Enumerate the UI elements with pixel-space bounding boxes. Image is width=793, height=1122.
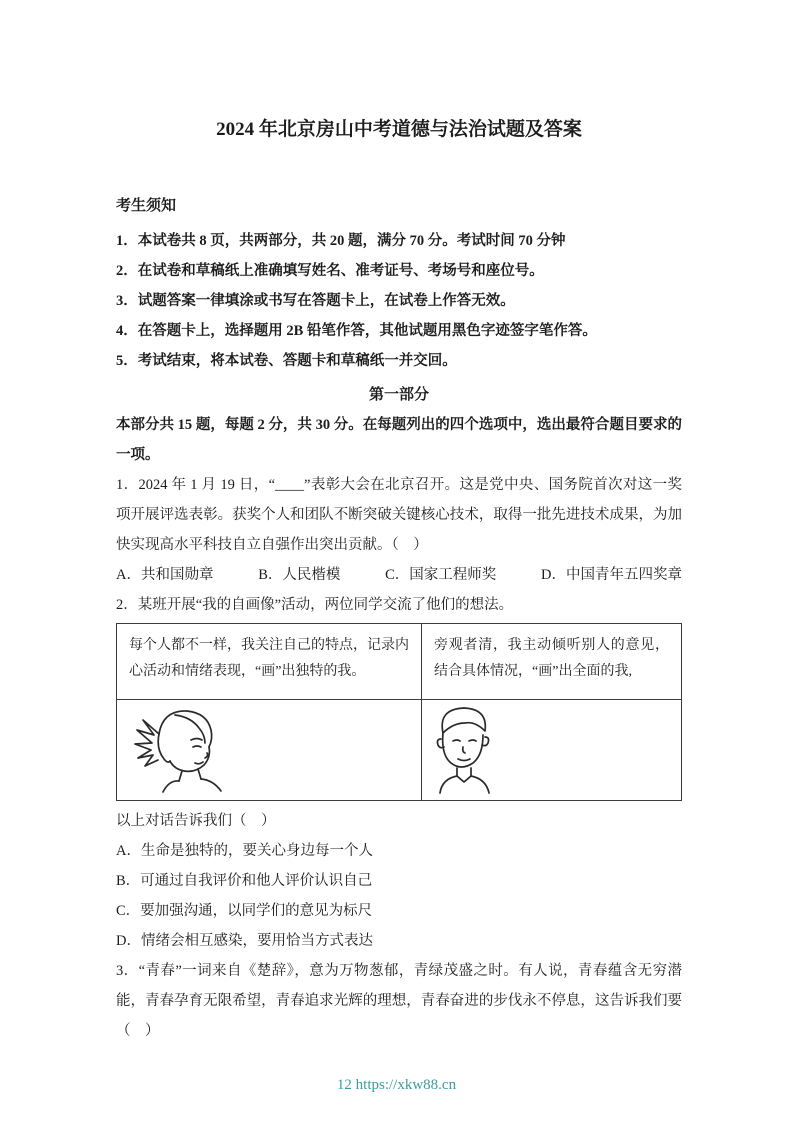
footer-link[interactable]: 12 https://xkw88.cn [336, 1077, 457, 1093]
girl-portrait-cell [117, 700, 421, 800]
q1-option-d: D．中国青年五四奖章 [540, 567, 682, 583]
q2-option-d: D．情绪会相互感染，要用恰当方式表达 [116, 933, 373, 949]
notice-item-3: 3．试题答案一律填涂或书写在答题卡上，在试卷上作答无效。 [116, 293, 515, 309]
q2-option-b: B．可通过自我评价和他人评价认识自己 [116, 873, 373, 889]
question-2-prompt: 以上对话告诉我们（ ） [116, 813, 276, 829]
dialog-right-text: 旁观者清，我主动倾听别人的意见，结合具体情况，“画”出全面的我, [434, 638, 669, 679]
page-title: 2024 年北京房山中考道德与法治试题及答案 [216, 119, 582, 140]
q1-option-a: A．共和国勋章 [116, 567, 214, 583]
q1-option-b: B．人民楷模 [258, 567, 341, 583]
girl-portrait-image [123, 702, 249, 794]
question-3-text: 3．“青春”一词来自《楚辞》，意为万物葱郁，青绿茂盛之时。有人说，青春蕴含无穷潜能，青春孕育无限希望，青春追求光辉的理想，青春奋进的步伐永不停息，这告诉我们要（ ） [116, 963, 682, 1039]
boy-portrait-image [428, 702, 500, 794]
dialog-left-text: 每个人都不一样，我关注自己的特点，记录内心活动和情绪表现，“画”出独特的我。 [129, 638, 410, 679]
notice-item-2: 2．在试卷和草稿纸上准确填写姓名、准考证号、考场号和座位号。 [116, 263, 544, 279]
q2-option-c: C．要加强沟通，以同学们的意见为标尺 [116, 903, 373, 919]
part-one-intro: 本部分共 15 题，每题 2 分，共 30 分。在每题列出的四个选项中，选出最符合题目要求的一项。 [116, 417, 682, 463]
page-footer [0, 1077, 793, 1094]
notice-heading: 考生须知 [116, 198, 177, 214]
part-one-heading: 第一部分 [368, 387, 429, 403]
q1-option-c: C．国家工程师奖 [385, 567, 497, 583]
notice-item-1: 1．本试卷共 8 页，共两部分，共 20 题，满分 70 分。考试时间 70 分钟 [116, 233, 566, 249]
question-1-options [116, 560, 682, 590]
question-2-text: 2．某班开展“我的自画像”活动，两位同学交流了他们的想法。 [116, 597, 514, 613]
document-content [116, 116, 682, 1046]
q2-option-a: A．生命是独特的，要关心身边每一个人 [116, 843, 373, 859]
notice-item-4: 4．在答题卡上，选择题用 2B 铅笔作答，其他试题用黑色字迹签字笔作答。 [116, 323, 597, 339]
notice-item-5: 5．考试结束，将本试卷、答题卡和草稿纸一并交回。 [116, 353, 457, 369]
question-1-text: 1．2024 年 1 月 19 日，“____”表彰大会在北京召开。这是党中央、国务院首次对这一奖项开展评选表彰。获奖个人和团队不断突破关键核心技术，取得一批先进技术成果，为加快实现高水平科技自立自强作出突出贡献。（ ） [116, 477, 682, 553]
dialog-table [116, 623, 682, 801]
boy-portrait-cell [422, 700, 681, 800]
